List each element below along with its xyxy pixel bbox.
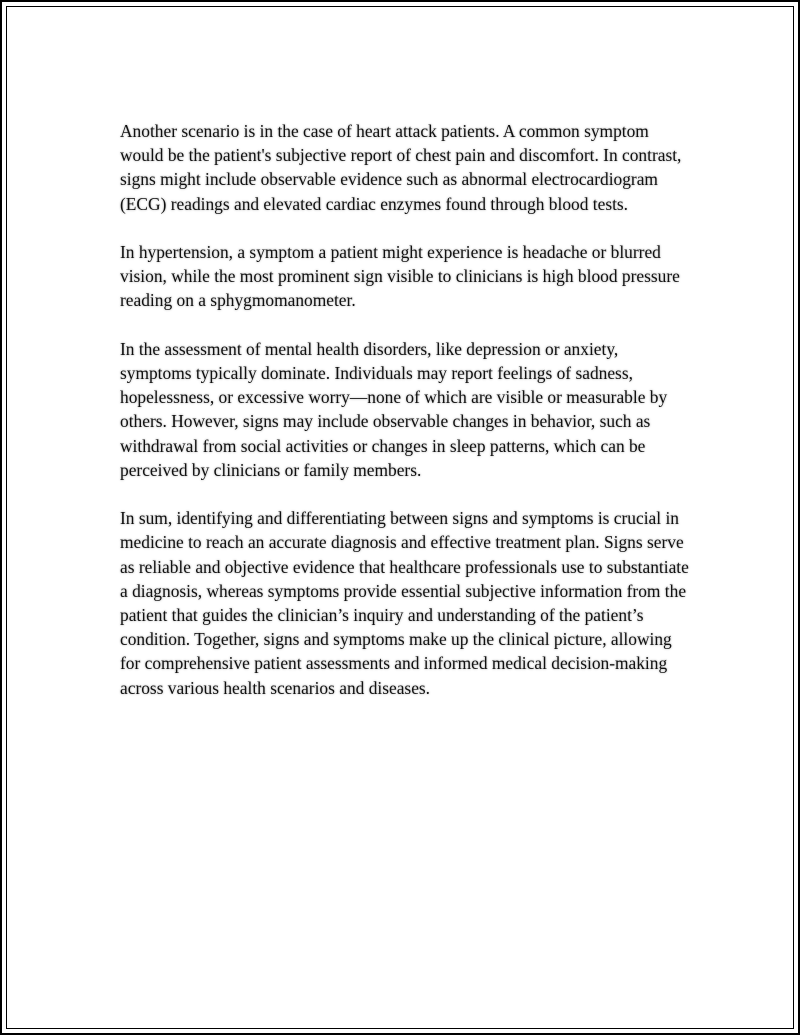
paragraph-summary: In sum, identifying and differentiating between signs and symptoms is crucial in medicine to reach an accurate diagnosis and effective treatment plan. Signs serve as reliable and objective evidence that healthcare professionals use to substantiate a diagnosis, whereas symptoms provide essential subjective information from the patient that guides the clinician’s inquiry and understanding of the patient’s condition. Together, signs and symptoms make up the clinical picture, allowing for comprehensive patient assessments and informed medical decision-making across various health scenarios and diseases. [120, 508, 689, 698]
paragraph-mental-health: In the assessment of mental health disorders, like depression or anxiety, symptoms typically dominate. Individuals may report feelings of sadness, hopelessness, or excessive worry—none of which are visible or measurable by others. However, signs may include observable changes in behavior, such as withdrawal from social activities or changes in sleep patterns, which can be perceived by clinicians or family members. [120, 338, 668, 480]
paragraph-heart-attack: Another scenario is in the case of heart attack patients. A common symptom would be the patient's subjective report of chest pain and discomfort. In contrast, signs might include observable evidence such as abnormal electrocardiogram (ECG) readings and elevated cardiac enzymes found through blood tests. [120, 121, 682, 214]
document-body [120, 119, 690, 724]
paragraph-hypertension: In hypertension, a symptom a patient might experience is headache or blurred vision, while the most prominent sign visible to clinicians is high blood pressure reading on a sphygmomanometer. [120, 242, 680, 311]
